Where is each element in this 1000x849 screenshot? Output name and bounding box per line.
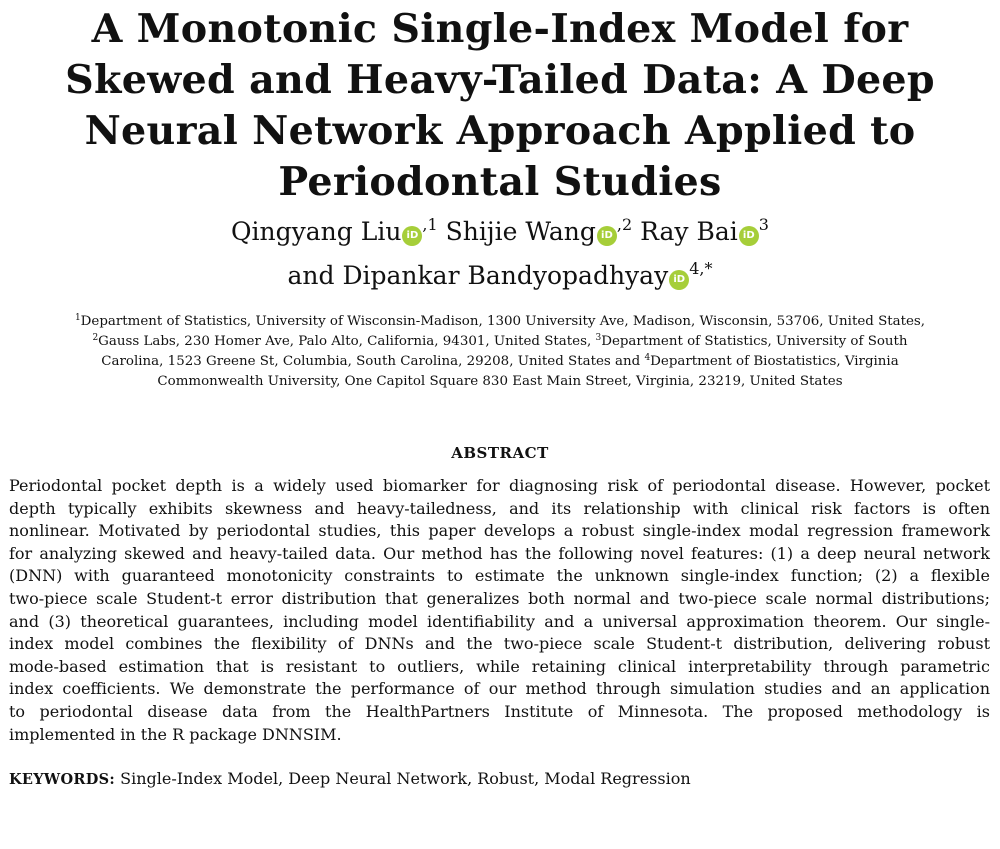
affiliation-text: Department of Statistics, University of South <box>601 334 908 349</box>
keywords-text: Single-Index Model, Deep Neural Network, Robust, Modal Regression <box>115 769 691 788</box>
orcid-icon[interactable]: iD <box>739 226 759 246</box>
affiliation-text: Department of Statistics, University of Wisconsin-Madison, 1300 University Ave, Madison, Wisconsin, 53706, United States, <box>80 314 926 329</box>
title-line: Neural Network Approach Applied to <box>84 108 916 154</box>
author-name: Shijie Wang <box>445 217 596 246</box>
affiliation-line <box>18 352 982 372</box>
abstract-line: mode-based estimation that is resistant to outliers, while retaining clinical interpretability through parametric <box>9 656 990 676</box>
affiliation-mark: 2 <box>92 333 99 343</box>
author-affiliation-mark: 3 <box>758 215 769 234</box>
author-line-1 <box>0 206 1000 250</box>
abstract-line: for analyzing skewed and heavy-tailed data. Our method has the following novel features: (1) a deep neural network <box>9 543 990 563</box>
affiliation-text: Department of Biostatistics, Virginia <box>650 354 899 369</box>
author-list <box>0 206 1000 294</box>
author-name: Ray Bai <box>640 217 738 246</box>
affiliation-line <box>18 312 982 332</box>
author-name: Dipankar Bandyopadhyay <box>342 261 669 290</box>
affiliation-mark: 3 <box>595 333 602 343</box>
abstract-line: two-piece scale Student-t error distribution that generalizes both normal and two-piece scale normal distributions; <box>9 588 990 608</box>
abstract-line: and (3) theoretical guarantees, including model identifiability and a universal approximation theorem. Our single- <box>9 611 990 631</box>
affiliations <box>18 312 982 392</box>
keywords <box>9 768 990 791</box>
abstract-line: implemented in the R package DNNSIM. <box>9 724 342 744</box>
abstract-line: index coefficients. We demonstrate the performance of our method through simulation studies and an application <box>9 679 990 699</box>
author-liu <box>231 217 438 246</box>
abstract-line: depth typically exhibits skewness and heavy-tailedness, and its relationship with clinical risk factors is often <box>9 498 990 518</box>
abstract-line: nonlinear. Motivated by periodontal studies, this paper develops a robust single-index modal regression framework <box>9 521 990 541</box>
abstract-line: index model combines the flexibility of DNNs and the two-piece scale Student-t distribution, delivering robust <box>9 634 990 654</box>
title-line: Periodontal Studies <box>278 159 722 205</box>
affiliation-mark: 4 <box>644 353 651 363</box>
abstract-line: Periodontal pocket depth is a widely used biomarker for diagnosing risk of periodontal disease. However, pocket <box>9 476 990 495</box>
abstract-heading: ABSTRACT <box>451 444 549 462</box>
title-line: A Monotonic Single-Index Model for <box>91 6 909 52</box>
affiliation-text: Commonwealth University, One Capitol Square 830 East Main Street, Virginia, 23219, United States <box>157 374 843 389</box>
abstract-body <box>9 475 990 746</box>
affiliation-mark: 1 <box>74 313 81 323</box>
keywords-label: KEYWORDS: <box>9 771 116 788</box>
author-bandyopadhyay <box>342 261 712 290</box>
paper-title <box>0 4 1000 208</box>
affiliation-text: Carolina, 1523 Greene St, Columbia, South Carolina, 29208, United States and <box>101 354 645 369</box>
author-affiliation-mark: ,2 <box>616 215 633 234</box>
author-line-2 <box>0 250 1000 294</box>
author-wang <box>446 217 633 246</box>
orcid-icon[interactable]: iD <box>669 270 689 290</box>
author-bai <box>640 217 769 246</box>
author-name: Qingyang Liu <box>231 217 402 246</box>
abstract-line: (DNN) with guaranteed monotonicity constraints to estimate the unknown single-index function; (2) a flexible <box>9 566 990 586</box>
affiliation-text: Gauss Labs, 230 Homer Ave, Palo Alto, California, 94301, United States, <box>98 334 596 349</box>
author-affiliation-mark: ,1 <box>422 215 438 234</box>
orcid-icon[interactable]: iD <box>597 226 617 246</box>
title-line: Skewed and Heavy-Tailed Data: A Deep <box>65 57 935 103</box>
abstract-line: to periodontal disease data from the HealthPartners Institute of Minnesota. The proposed methodology is <box>9 701 990 721</box>
affiliation-line <box>18 372 982 392</box>
author-affiliation-mark: 4,* <box>689 259 713 278</box>
orcid-icon[interactable]: iD <box>402 226 422 246</box>
affiliation-line <box>18 332 982 352</box>
author-conjunction: and <box>287 261 335 290</box>
